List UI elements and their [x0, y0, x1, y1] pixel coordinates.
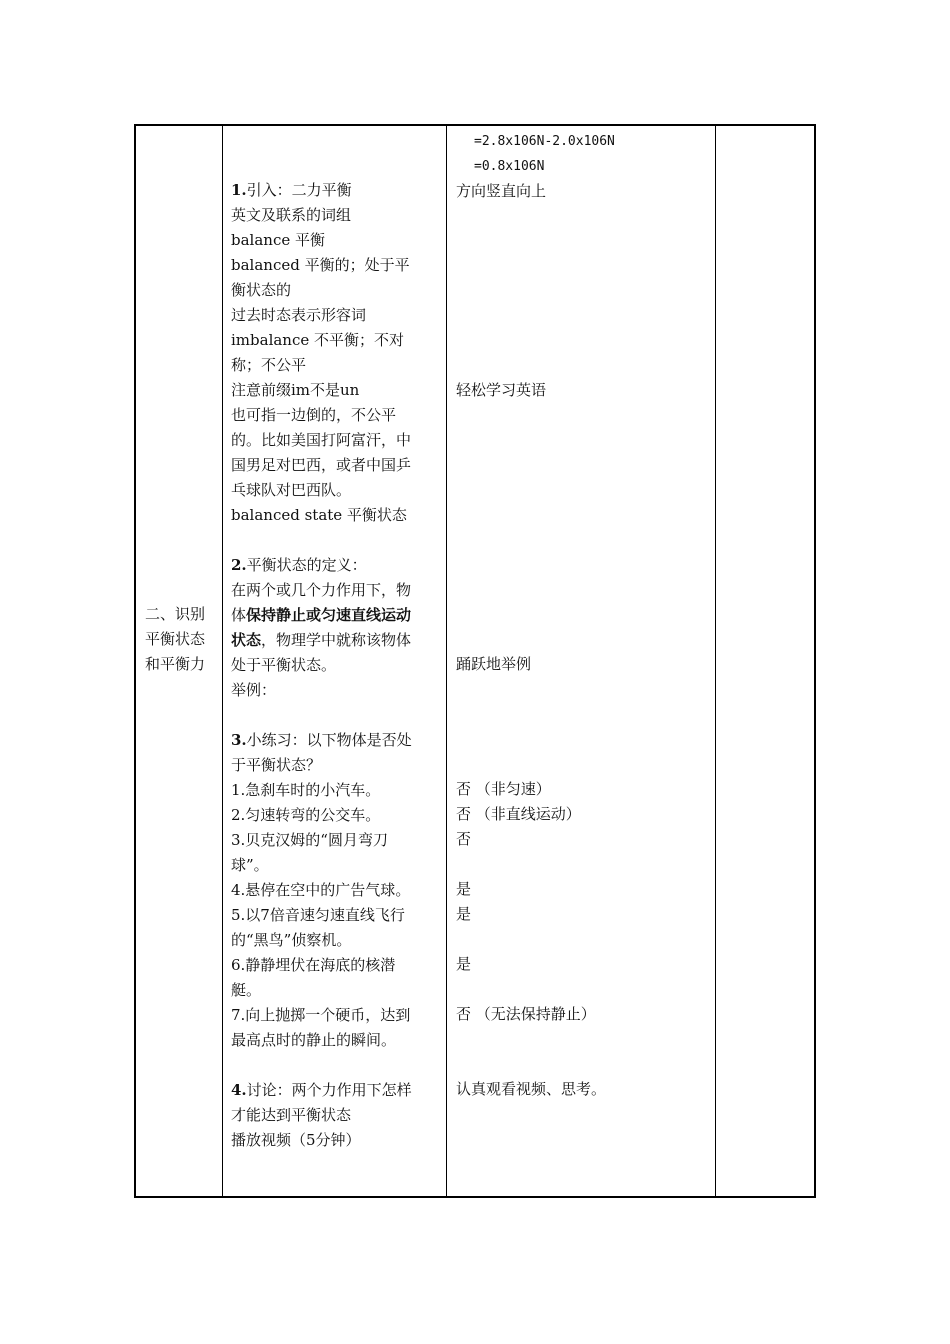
- exercise-title: 于平衡状态？: [231, 756, 322, 774]
- definition-line: 举例：: [231, 681, 277, 699]
- spacer: [231, 703, 441, 728]
- exercise-line: 1.急刹车时的小汽车。: [231, 781, 381, 799]
- intro-line: 也可指一边倒的，不公平: [231, 406, 397, 424]
- definition-text: 体: [231, 606, 247, 624]
- answer: [456, 777, 706, 802]
- direction-note: 方向竖直向上: [456, 182, 547, 200]
- exercise-line: 的“黑鸟”侦察机。: [231, 931, 352, 949]
- intro-line: balanced 平衡的；处于平: [231, 256, 410, 274]
- intro-line: balanced state 平衡状态: [231, 506, 407, 524]
- item-number: 1.: [231, 181, 247, 199]
- answer-text: 否 （非匀速）: [456, 780, 551, 798]
- definition-line: 处于平衡状态。: [231, 656, 337, 674]
- exercise-line: 3.贝克汉姆的“圆月弯刀: [231, 831, 388, 849]
- intro-line: 英文及联系的词组: [231, 206, 352, 224]
- intro-line: 注意前缀im不是un: [231, 381, 360, 399]
- intro-line: 过去时态表示形容词: [231, 306, 367, 324]
- intro-line: 衡状态的: [231, 281, 292, 299]
- definition-line: 在两个或几个力作用下，物: [231, 581, 412, 599]
- section-title: [145, 602, 219, 677]
- intro-line: 乓球队对巴西队。: [231, 481, 352, 499]
- exercise-heading: [231, 728, 441, 753]
- answer: [456, 902, 706, 927]
- exercise-line: 4.悬停在空中的广告气球。: [231, 881, 411, 899]
- easy-learning-note: 轻松学习英语: [456, 381, 547, 399]
- teacher-activities: [231, 178, 441, 1153]
- answer: [456, 952, 706, 977]
- exercise-line: 艇。: [231, 981, 262, 999]
- column-divider: [222, 126, 223, 1196]
- calc-line: =0.8x106N: [474, 159, 545, 174]
- discussion-title: 讨论：两个力作用下怎样: [246, 1081, 412, 1099]
- answer-text: 是: [456, 880, 472, 898]
- answer-text: 否: [456, 830, 472, 848]
- answer-text: 否 （非直线运动）: [456, 805, 581, 823]
- definition-line: [231, 628, 441, 653]
- answer: [456, 877, 706, 902]
- column-divider: [446, 126, 447, 1196]
- intro-line: 国男足对巴西，或者中国乒: [231, 456, 412, 474]
- answer-text: 是: [456, 955, 472, 973]
- discussion-heading: [231, 1078, 441, 1103]
- definition-line: [231, 603, 441, 628]
- exercise-line: 5.以7倍音速匀速直线飞行: [231, 906, 405, 924]
- lesson-table: [134, 124, 816, 1198]
- exercise-line: 6.静静埋伏在海底的核潜: [231, 956, 396, 974]
- exercise-line: 最高点时的静止的瞬间。: [231, 1031, 397, 1049]
- intro-heading: [231, 178, 441, 203]
- intro-line: imbalance 不平衡；不对: [231, 331, 405, 349]
- definition-title: 平衡状态的定义：: [246, 556, 367, 574]
- item-number: 4.: [231, 1081, 247, 1099]
- section-title-line: 平衡状态: [145, 630, 206, 648]
- intro-title: 引入：二力平衡: [246, 181, 352, 199]
- answer: [456, 827, 706, 852]
- exercise-title: 小练习：以下物体是否处: [246, 731, 412, 749]
- spacer: [231, 1053, 441, 1078]
- section-title-line: 二、识别: [145, 605, 206, 623]
- examples-note: 踊跃地举例: [456, 655, 532, 673]
- calc-line: =2.8x106N-2.0x106N: [474, 134, 615, 149]
- exercise-line: 球”。: [231, 856, 269, 874]
- intro-line: 的。比如美国打阿富汗，中: [231, 431, 412, 449]
- intro-line: balance 平衡: [231, 231, 325, 249]
- exercise-line: 7.向上抛掷一个硬币，达到: [231, 1006, 411, 1024]
- definition-emphasis: 保持静止或匀速直线运动: [246, 606, 412, 624]
- spacer: [231, 528, 441, 553]
- definition-emphasis: 状态: [231, 631, 262, 649]
- intro-line: 称；不公平: [231, 356, 307, 374]
- watch-note: 认真观看视频、思考。: [456, 1080, 607, 1098]
- student-activities: [456, 129, 706, 204]
- exercise-line: 2.匀速转弯的公交车。: [231, 806, 381, 824]
- discussion-line: 播放视频（5分钟）: [231, 1131, 361, 1149]
- item-number: 2.: [231, 556, 247, 574]
- answer-text: 是: [456, 905, 472, 923]
- item-number: 3.: [231, 731, 247, 749]
- column-divider: [715, 126, 716, 1196]
- answer-text: 否 （无法保持静止）: [456, 1005, 596, 1023]
- answer: [456, 1002, 706, 1027]
- definition-heading: [231, 553, 441, 578]
- section-title-line: 和平衡力: [145, 655, 206, 673]
- discussion-line: 才能达到平衡状态: [231, 1106, 352, 1124]
- answer: [456, 802, 706, 827]
- definition-text: ，物理学中就称该物体: [261, 631, 412, 649]
